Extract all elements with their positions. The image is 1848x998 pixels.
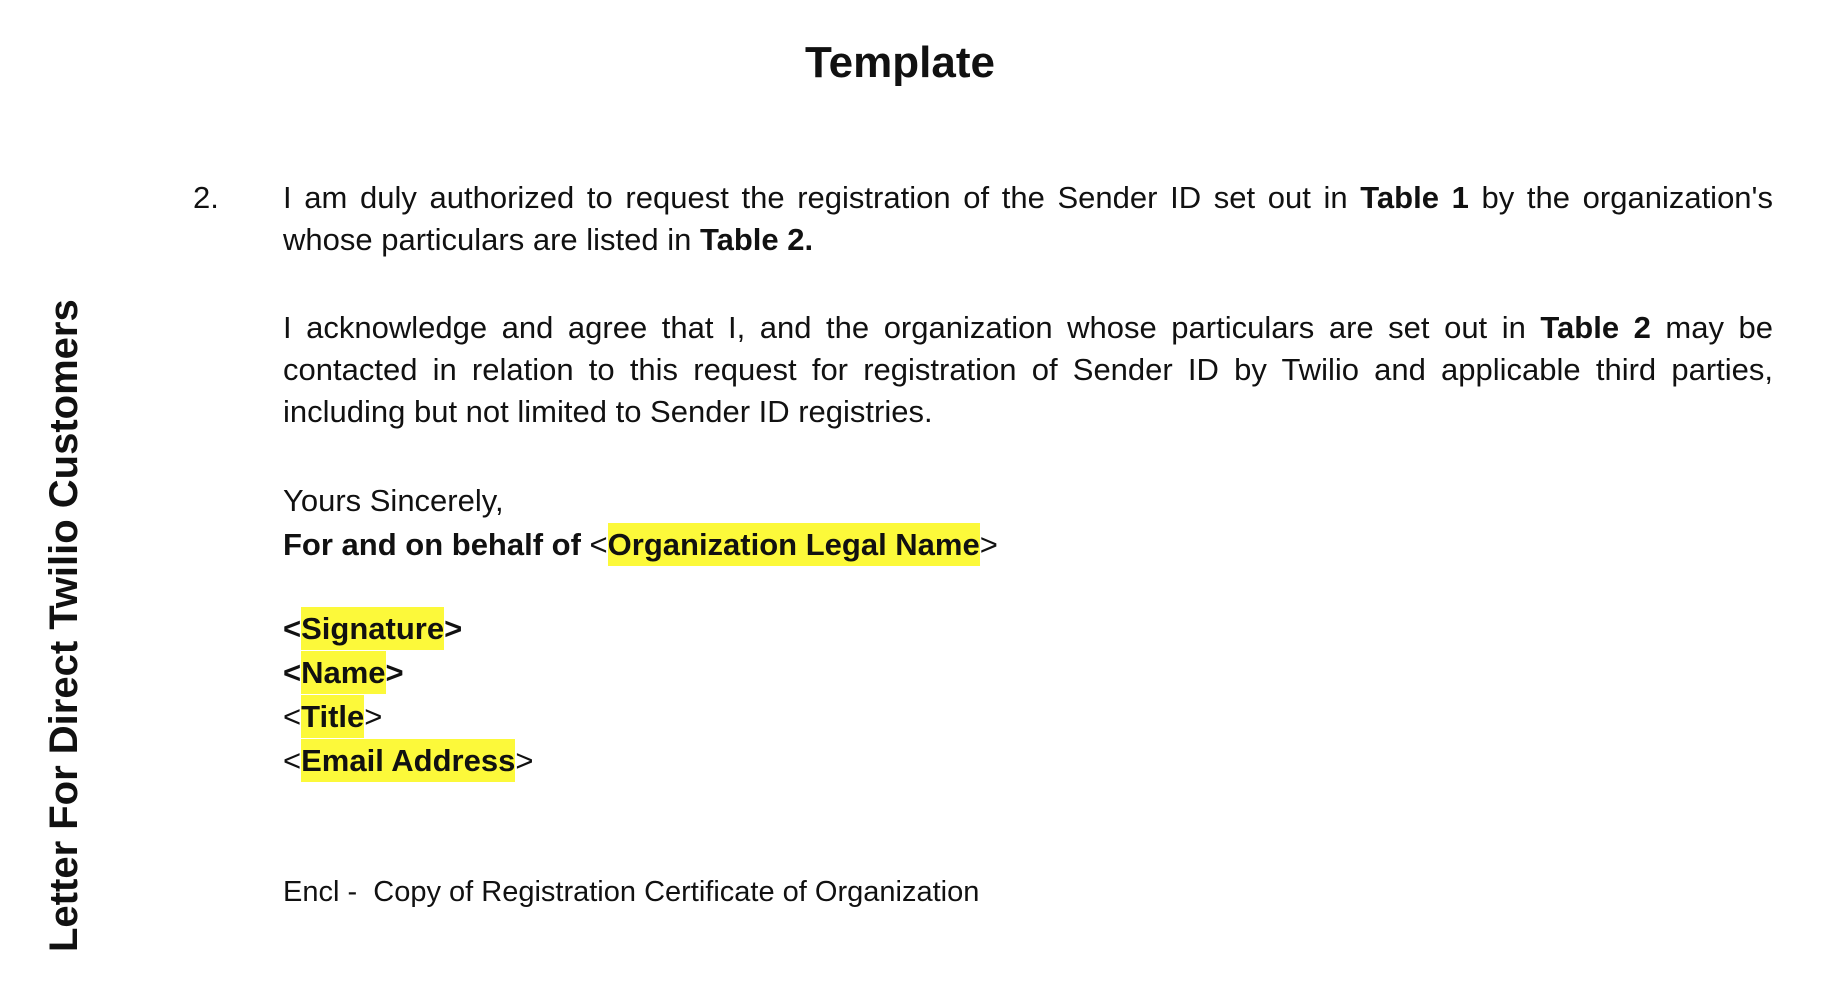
side-label: Letter For Direct Twilio Customers xyxy=(42,299,86,952)
paragraph-number: 2. xyxy=(193,180,219,215)
salutation: Yours Sincerely, xyxy=(283,483,504,518)
acknowledgement-text-2: may be contacted in relation to this request for registration of Sender ID by Twilio and applicable third parties, including but not limited to Sender ID registries. xyxy=(283,310,1773,429)
behalf-prefix: For and on behalf of xyxy=(283,527,581,562)
page-title: Template xyxy=(805,38,995,87)
signature-block xyxy=(283,607,1773,783)
enclosure-line xyxy=(283,871,1773,913)
behalf-line xyxy=(283,523,1773,567)
open-bracket: < xyxy=(283,655,302,690)
close-bracket: > xyxy=(444,611,463,646)
name-placeholder: Name xyxy=(301,651,385,694)
email-placeholder: Email Address xyxy=(301,739,515,782)
name-line xyxy=(283,651,1773,695)
acknowledgement-paragraph xyxy=(283,307,1773,433)
enclosure-text: Copy of Registration Certificate of Organization xyxy=(373,876,980,908)
title-line xyxy=(283,695,1773,739)
numbered-paragraph xyxy=(193,177,1773,261)
closing-block xyxy=(283,479,1773,567)
authorization-paragraph xyxy=(283,177,1773,261)
close-bracket: > xyxy=(515,743,534,778)
close-bracket: > xyxy=(385,655,404,690)
acknowledgement-text-1: I acknowledge and agree that I, and the organization whose particulars are set out in xyxy=(283,310,1541,345)
open-bracket: < xyxy=(589,527,608,562)
close-bracket: > xyxy=(364,699,383,734)
table-2-reference: Table 2. xyxy=(699,222,814,257)
table-1-reference: Table 1 xyxy=(1360,180,1469,215)
open-bracket: < xyxy=(283,743,302,778)
signature-line xyxy=(283,607,1773,651)
letter-body xyxy=(193,177,1773,913)
email-line xyxy=(283,739,1773,783)
organization-name-placeholder: Organization Legal Name xyxy=(608,523,980,566)
open-bracket: < xyxy=(283,699,302,734)
open-bracket: < xyxy=(283,611,302,646)
title-placeholder: Title xyxy=(301,695,364,738)
close-bracket: > xyxy=(979,527,998,562)
enclosure-label: Encl - xyxy=(283,876,358,908)
signature-placeholder: Signature xyxy=(301,607,444,650)
acknowledgement-table-2-reference: Table 2 xyxy=(1540,310,1651,345)
authorization-text-1: I am duly authorized to request the registration of the Sender ID set out in xyxy=(283,180,1361,215)
authorization-text-2: by the organization's whose particulars are listed in xyxy=(283,180,1773,257)
